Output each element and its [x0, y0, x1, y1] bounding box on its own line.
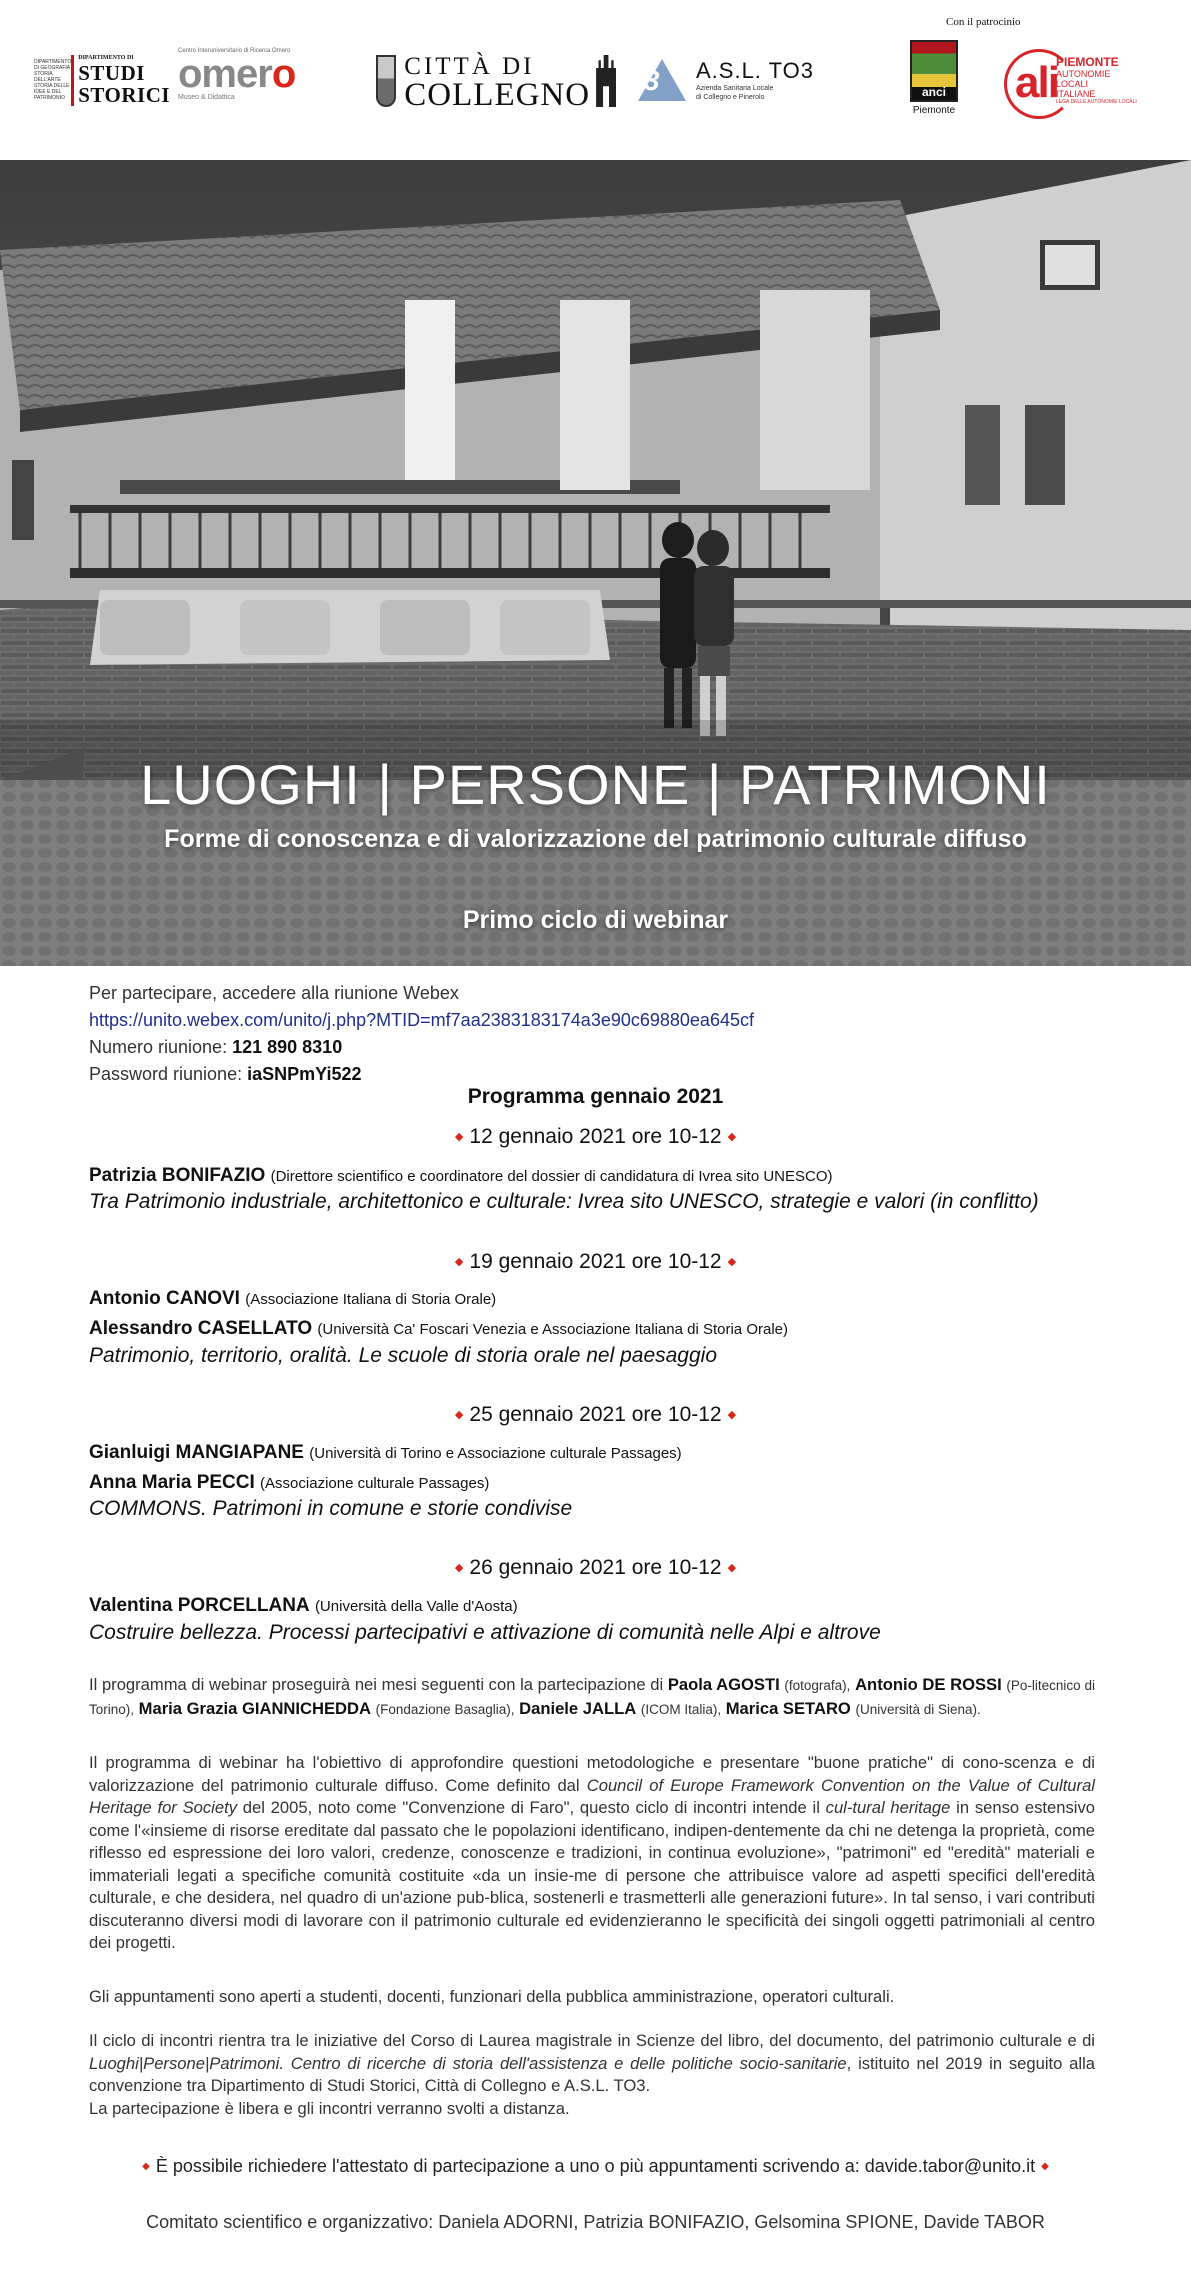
session-date: ◆ 12 gennaio 2021 ore 10-12 ◆: [454, 1125, 737, 1148]
continuation-paragraph: Il programma di webinar proseguirà nei mesi seguenti con la partecipazione di Paola AGOSTI (fotografa), Antonio DE ROSSI (Po-litecnico di Torino), Maria Grazia GIANNICHEDDA (Fondazione Basaglia), Daniele JALLA (ICOM Italia), Marica SETARO (Università di Siena).: [89, 1675, 1095, 1718]
diamond-icon: ◆: [727, 1256, 737, 1268]
password-row: Password riunione: iaSNPmYi522: [89, 1064, 362, 1084]
diamond-icon: ◆: [727, 1562, 737, 1574]
hero-cycle-label: Primo ciclo di webinar: [462, 906, 729, 934]
diamond-icon: ◆: [454, 1131, 464, 1143]
certificate-contact: ◆ È possibile richiedere l'attestato di partecipazione a uno o più appuntamenti scrivendo a: davide.tabor@unito.it ◆: [142, 2156, 1049, 2176]
programme-title: Programma gennaio 2021: [467, 1085, 724, 1108]
talk-title: Costruire bellezza. Processi partecipativi e attivazione di comunità nelle Alpi e altrove: [89, 1621, 881, 1644]
session-date: ◆ 26 gennaio 2021 ore 10-12 ◆: [454, 1556, 737, 1579]
access-intro: Per partecipare, accedere alla riunione Webex: [89, 983, 459, 1003]
meeting-number-row: Numero riunione: 121 890 8310: [89, 1037, 343, 1057]
organizing-committee: Comitato scientifico e organizzativo: Daniela ADORNI, Patrizia BONIFAZIO, Gelsomina SPIONE, Davide TABOR: [146, 2212, 1045, 2232]
speaker: Alessandro CASELLATO (Università Ca' Foscari Venezia e Associazione Italiana di Storia Orale): [89, 1318, 788, 1339]
meeting-number: 121 890 8310: [232, 1037, 343, 1057]
anci-piemonte-logo: anci Piemonte: [906, 40, 962, 132]
speaker: Gianluigi MANGIAPANE (Università di Torino e Associazione culturale Passages): [89, 1442, 682, 1463]
diamond-icon: ◆: [454, 1409, 464, 1421]
hero-subtitle: Forme di conoscenza e di valorizzazione del patrimonio culturale diffuso: [164, 825, 1027, 853]
hero-title: LUOGHI | PERSONE | PATRIMONI: [140, 753, 1051, 816]
hero-photo: [0, 160, 1191, 966]
talk-title: Tra Patrimonio industriale, architettonico e culturale: Ivrea sito UNESCO, strategie e valori (in conflitto): [89, 1190, 1039, 1213]
asl-triangle-icon: 3: [636, 55, 688, 105]
diamond-icon: ◆: [454, 1562, 464, 1574]
objective-paragraph: Il programma di webinar ha l'obiettivo di approfondire questioni metodologiche e presentare "buone pratiche" di cono-scenza e di valorizzazione del patrimonio culturale diffuso. Come definito dal Council of Europe Framework Convention on the Value of Cultural Heritage for Society del 2005, noto come "Convenzione di Faro", questo ciclo di incontri intende il cul-tural heritage in senso estensivo come l'«insieme di risorse ereditate dal passato che le popolazioni identificano, indipen-dentemente da chi ne detenga la proprietà, come riflesso ed espressione dei loro valori, credenze, conoscenze e tradizioni, in continua evoluzione», "patrimoni" ed "eredità" materiali e immateriali legati a specifiche comunità costituite «da un insie-me di persone che attribuisce valore ad aspetti specifici dell'eredità culturale, e che desidera, nel quadro di un'azione pub-blica, sostenerli e trasmetterli alle generazioni future». In tal senso, i vari contributi discuteranno diversi modi di lavorare con il patrimonio culturale ed evidenzieranno le specificità dei singoli oggetti patrimoniali al centro dei progetti.: [89, 1753, 1095, 1952]
castle-icon: [596, 55, 616, 107]
webex-link[interactable]: https://unito.webex.com/unito/j.php?MTID=mf7aa2383183174a3e90c69880ea645cf: [89, 1010, 754, 1030]
diamond-icon: ◆: [727, 1409, 737, 1421]
session-date: ◆ 19 gennaio 2021 ore 10-12 ◆: [454, 1250, 737, 1273]
talk-title: Patrimonio, territorio, oralità. Le scuole di storia orale nel paesaggio: [89, 1344, 718, 1367]
audience-paragraph: Gli appuntamenti sono aperti a studenti, docenti, funzionari della pubblica amministrazione, operatori culturali.: [89, 1987, 895, 2006]
initiative-paragraph: Il ciclo di incontri rientra tra le iniziative del Corso di Laurea magistrale in Scienze del libro, del documento, del patrimonio culturale e di Luoghi|Persone|Patrimoni. Centro di ricerche di storia dell'assistenza e delle politiche socio-sanitarie, istituito nel 2019 in seguito alla convenzione tra Dipartimento di Studi Storici, Città di Collegno e A.S.L. TO3. La partecipazione è libera e gli incontri verranno svolti a distanza.: [89, 2031, 1095, 2118]
patrocinio-label: Con il patrocinio: [946, 16, 1021, 28]
meeting-password: iaSNPmYi522: [247, 1064, 362, 1084]
session-date: ◆ 25 gennaio 2021 ore 10-12 ◆: [454, 1403, 737, 1426]
talk-title: COMMONS. Patrimoni in comune e storie condivise: [89, 1497, 573, 1520]
webex-access-info: [89, 980, 754, 1088]
speaker: Valentina PORCELLANA (Università della Valle d'Aosta): [89, 1595, 518, 1616]
speaker: Anna Maria PECCI (Associazione culturale Passages): [89, 1472, 490, 1493]
diamond-icon: ◆: [142, 2161, 150, 2172]
collegno-crest-icon: [376, 55, 396, 107]
diamond-icon: ◆: [727, 1131, 737, 1143]
asl-to3-logo: 3 A.S.L. TO3 Azienda Sanitaria Locale di Collegno e Pinerolo: [636, 52, 836, 108]
diamond-icon: ◆: [1041, 2161, 1049, 2172]
contact-email[interactable]: davide.tabor@unito.it: [864, 2156, 1036, 2176]
omero-logo: Centro Interuniversitario di Ricerca Omero omero Museo & Didattica: [178, 48, 296, 101]
logo-bar: [0, 0, 1191, 160]
speaker: Patrizia BONIFAZIO (Direttore scientifico e coordinatore del dossier di candidatura di Ivrea sito UNESCO): [89, 1165, 833, 1186]
ali-piemonte-logo: ali PIEMONTE AUTONOMIE LOCALI ITALIANE LEGA DELLE AUTONOMIE LOCALI: [1004, 44, 1154, 124]
speaker: Antonio CANOVI (Associazione Italiana di Storia Orale): [89, 1288, 497, 1309]
diamond-icon: ◆: [454, 1256, 464, 1268]
citta-di-collegno-logo: CITTÀ DI COLLEGNO: [376, 50, 616, 112]
studi-storici-logo: DIPARTIMENTO DI GEOGRAFIA STORIA DELL'ARTE STORIA DELLE IDEE E DEL PATRIMONIO DIPARTIMENTO DI STUDI STORICI: [34, 54, 171, 107]
